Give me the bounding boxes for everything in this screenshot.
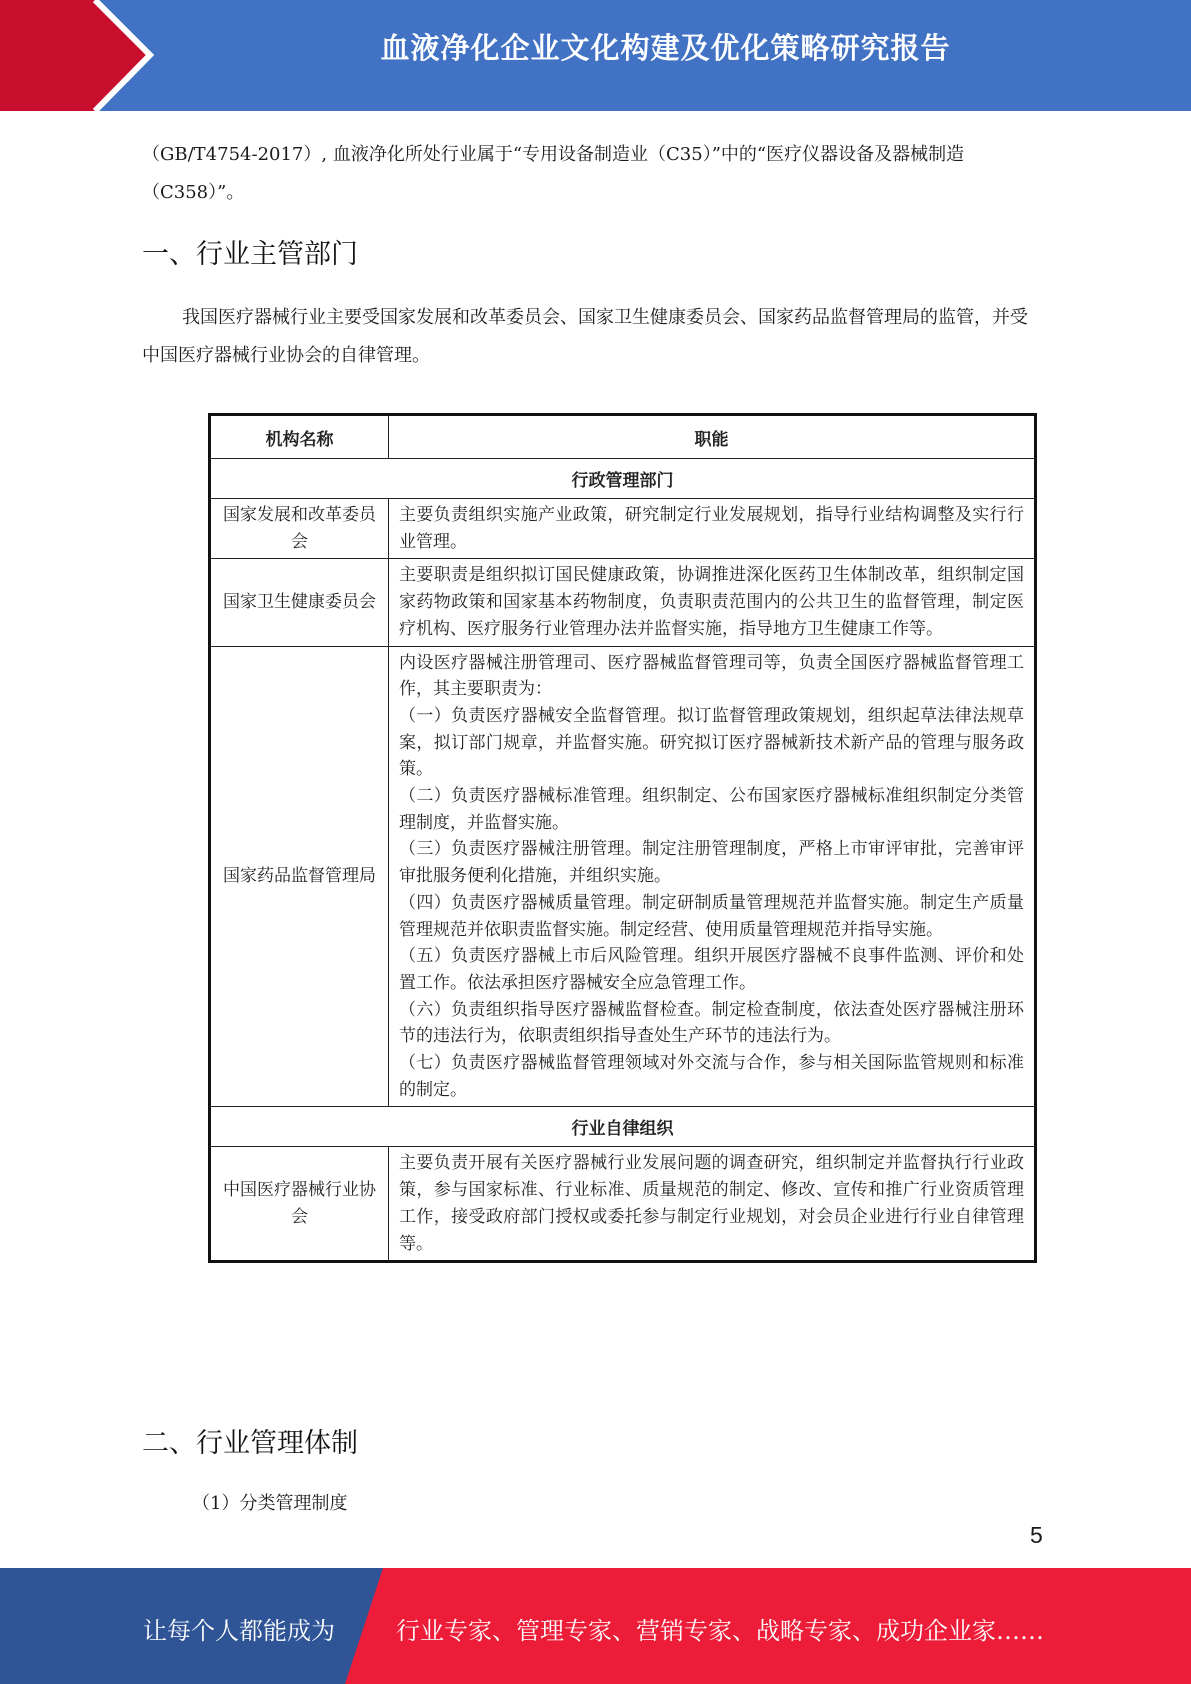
duty-text: （二）负责医疗器械标准管理。组织制定、公布国家医疗器械标准组织制定分类管理制度，并监督实施。 [399, 786, 1024, 833]
section-heading-2: 二、行业管理体制 [142, 1428, 358, 1459]
table-row [210, 1147, 1036, 1262]
table-row [210, 646, 1036, 1107]
section-self-regulatory-org: 行业自律组织 [210, 1107, 1036, 1147]
org-duty-nmpa [389, 646, 1036, 1107]
duty-text: 内设医疗器械注册管理司、医疗器械监督管理司等，负责全国医疗器械监督管理工作，其主要职责为： [399, 652, 1024, 700]
footer-slogan-left: 让每个人都能成为 [143, 1617, 335, 1645]
footer-banner [0, 1568, 1191, 1684]
report-title: 血液净化企业文化构建及优化策略研究报告 [380, 31, 951, 65]
org-name-nhc: 国家卫生健康委员会 [210, 559, 389, 646]
org-duty-camdi [389, 1147, 1036, 1262]
table-header-row [210, 415, 1036, 459]
duty-text: （六）负责组织指导医疗器械监督检查。制定检查制度，依法查处医疗器械注册环节的违法行为，依职责组织指导查处生产环节的违法行为。 [399, 999, 1024, 1047]
page-number: 5 [1030, 1522, 1043, 1548]
duty-text: （三）负责医疗器械注册管理。制定注册管理制度，严格上市审评审批，完善审评审批服务便利化措施，并组织实施。 [399, 839, 1024, 887]
table-section-row [210, 459, 1036, 499]
classification-item: （1）分类管理制度 [192, 1493, 348, 1514]
column-header-name: 机构名称 [210, 415, 389, 459]
duty-text: （一）负责医疗器械安全监督管理。拟订监督管理政策规划，组织起草法律法规草案，拟订部门规章，并监督实施。研究拟订医疗器械新技术新产品的管理与服务政策。 [399, 705, 1024, 780]
duty-text: 主要负责开展有关医疗器械行业发展问题的调查研究，组织制定并监督执行行业政策，参与国家标准、行业标准、质量规范的制定、修改、宣传和推广行业资质管理工作，接受政府部门授权或委托参与制定行业规划，对会员企业进行行业自律管理等。 [399, 1153, 1024, 1254]
duty-text: （七）负责医疗器械监督管理领域对外交流与合作，参与相关国际监管规则和标准的制定。 [399, 1053, 1024, 1100]
duty-text: （五）负责医疗器械上市后风险管理。组织开展医疗器械不良事件监测、评价和处置工作。依法承担医疗器械安全应急管理工作。 [399, 946, 1024, 993]
org-duty-ndrc [389, 499, 1036, 559]
section-heading-1: 一、行业主管部门 [142, 239, 358, 270]
org-name-nmpa: 国家药品监督管理局 [210, 646, 389, 1107]
section-admin-departments: 行政管理部门 [210, 459, 1036, 499]
duty-text: （四）负责医疗器械质量管理。制定研制质量管理规范并监督实施。制定生产质量管理规范并依职责监督实施。制定经营、使用质量管理规范并指导实施。 [399, 892, 1024, 940]
institutions-table-wrapper [208, 413, 1037, 1263]
duty-text: 主要职责是组织拟订国民健康政策，协调推进深化医药卫生体制改革，组织制定国家药物政策和国家基本药物制度，负责职责范围内的公共卫生的监督管理，制定医疗机构、医疗服务行业管理办法并监督实施，指导地方卫生健康工作等。 [399, 565, 1024, 639]
duty-text: 主要负责组织实施产业政策，研究制定行业发展规划，指导行业结构调整及实行行业管理。 [399, 505, 1024, 552]
table-row [210, 499, 1036, 559]
org-name-ndrc: 国家发展和改革委员会 [210, 499, 389, 559]
table-section-row [210, 1107, 1036, 1147]
table-row [210, 559, 1036, 646]
org-duty-nhc [389, 559, 1036, 646]
section1-paragraph-text: 我国医疗器械行业主要受国家发展和改革委员会、国家卫生健康委员会、国家药品监督管理局的监管，并受中国医疗器械行业协会的自律管理。 [142, 307, 1028, 366]
section1-paragraph [142, 299, 1042, 375]
intro-paragraph: （GB/T4754-2017）, 血液净化所处行业属于“专用设备制造业（C35）”中的“医疗仪器设备及器械制造（C358）”。 [142, 144, 965, 203]
footer-slogan-right: 行业专家、管理专家、营销专家、战略专家、成功企业家…… [396, 1617, 1044, 1645]
header-banner [0, 0, 1191, 111]
column-header-function: 职能 [389, 415, 1036, 459]
org-name-camdi: 中国医疗器械行业协会 [210, 1147, 389, 1262]
institutions-table [208, 413, 1037, 1263]
